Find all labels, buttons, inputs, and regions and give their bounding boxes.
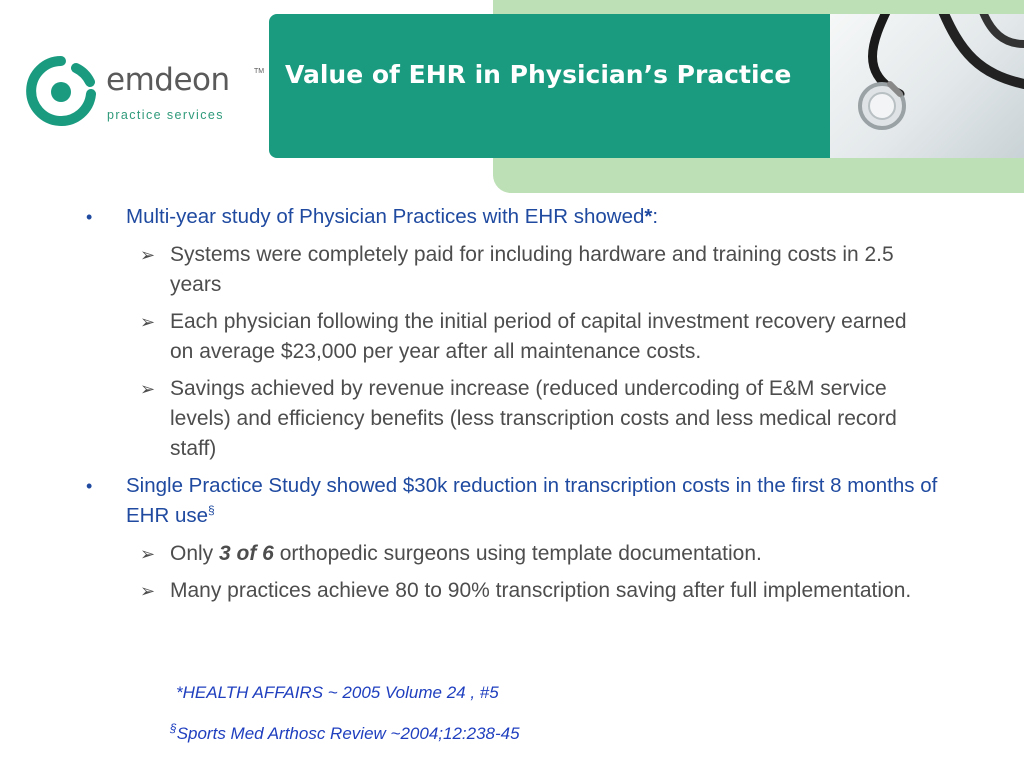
slide-body [84, 202, 964, 613]
arrow-bullet-icon: ➢ [140, 581, 156, 601]
bullet-item [84, 471, 946, 531]
sub-bullet-text-post: orthopedic surgeons using template documentation. [273, 542, 762, 565]
arrow-bullet-icon: ➢ [140, 544, 156, 564]
logo-wordmark: emdeon [106, 62, 230, 98]
sub-bullet-text: Savings achieved by revenue increase (reduced undercoding of E&M service levels) and efficiency benefits (less transcription costs and less medical record staff) [170, 377, 897, 460]
stethoscope-image [830, 14, 1024, 158]
footnote-marker: * [644, 205, 653, 228]
sub-bullet-text: Each physician following the initial period of capital investment recovery earned on average $23,000 per year after all maintenance costs. [170, 310, 907, 363]
reference-text: Sports Med Arthosc Review ~2004;12:238-45 [176, 724, 520, 743]
sub-bullet-item [84, 374, 930, 464]
reference-marker: § [170, 721, 177, 736]
sub-bullet-text: Many practices achieve 80 to 90% transcription saving after full implementation. [170, 579, 912, 602]
sub-bullet-text-pre: Only [170, 542, 220, 565]
sub-bullet-item [84, 576, 930, 606]
bullet-text: Single Practice Study showed $30k reduction in transcription costs in the first 8 months of EHR use [126, 474, 938, 527]
stethoscope-icon [830, 14, 1024, 158]
sub-bullet-item [84, 539, 930, 569]
arrow-bullet-icon: ➢ [140, 245, 156, 265]
arrow-bullet-icon: ➢ [140, 312, 156, 332]
bullet-suffix: : [652, 205, 659, 228]
emdeon-logo [26, 56, 266, 128]
title-panel [269, 14, 830, 158]
emdeon-logo-icon [26, 56, 96, 126]
reference-sports-med [170, 721, 520, 744]
reference-health-affairs: *HEALTH AFFAIRS ~ 2005 Volume 24 , #5 [176, 683, 499, 702]
sub-bullet-item [84, 240, 930, 300]
sub-bullet-text: Systems were completely paid for including hardware and training costs in 2.5 years [170, 243, 894, 296]
logo-tagline: practice services [107, 108, 224, 122]
footnote-marker: § [208, 503, 215, 518]
bullet-item [84, 202, 964, 232]
bullet-dot-icon: • [86, 207, 93, 227]
logo-trademark: TM [254, 68, 265, 75]
arrow-bullet-icon: ➢ [140, 379, 156, 399]
sub-bullet-item [84, 307, 930, 367]
bullet-dot-icon: • [86, 476, 93, 496]
slide-title: Value of EHR in Physician’s Practice [285, 60, 792, 89]
sub-bullet-emphasis: 3 of 6 [219, 542, 274, 565]
bullet-text: Multi-year study of Physician Practices with EHR showed [126, 205, 645, 228]
